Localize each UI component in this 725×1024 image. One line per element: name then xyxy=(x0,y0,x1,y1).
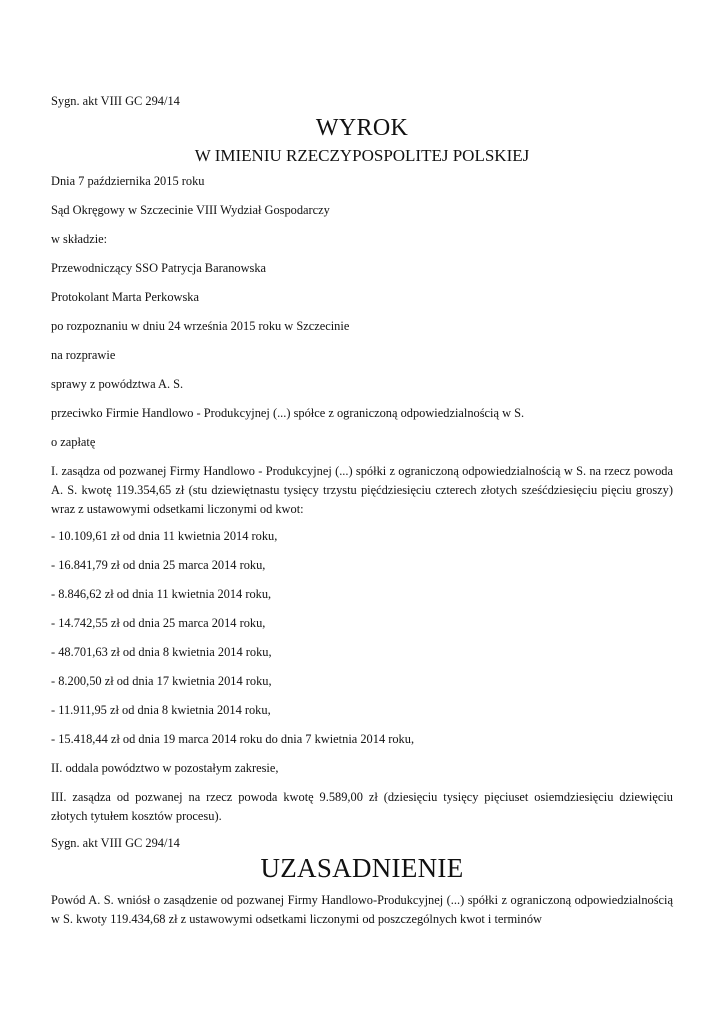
ruling-point-2: II. oddala powództwo w pozostałym zakresie, xyxy=(51,761,279,775)
hearing-type: na rozprawie xyxy=(51,348,116,362)
justification-text: Powód A. S. wniósł o zasądzenie od pozwanej Firmy Handlowo-Produkcyjnej (...) spółki z ograniczoną odpowiedzialnością w S. kwoty 119.434,68 zł z ustawowymi odsetkami liczonymi od poszczególnych kwot i terminów xyxy=(51,893,673,926)
claim-subject: o zapłatę xyxy=(51,435,96,449)
defendant: przeciwko Firmie Handlowo - Produkcyjnej (...) spółce z ograniczoną odpowiedzialnością w S. xyxy=(51,406,525,420)
amount-item: - 16.841,79 zł od dnia 25 marca 2014 roku, xyxy=(51,558,266,572)
amount-item: - 8.200,50 zł od dnia 17 kwietnia 2014 roku, xyxy=(51,674,272,688)
ruling-point-1: I. zasądza od pozwanej Firmy Handlowo - Produkcyjnej (...) spółki z ograniczoną odpowiedzialnością w S. na rzecz powoda A. S. kwotę 119.354,65 zł (stu dziewiętnastu tysięcy trzystu pięćdziesięciu czterech złotych sześćdziesięciu pięciu groszy) wraz z ustawowymi odsetkami liczonymi od kwot: xyxy=(51,464,673,516)
amount-item: - 48.701,63 zł od dnia 8 kwietnia 2014 roku, xyxy=(51,645,272,659)
amount-item: - 15.418,44 zł od dnia 19 marca 2014 roku do dnia 7 kwietnia 2014 roku, xyxy=(51,732,415,746)
amount-item: - 11.911,95 zł od dnia 8 kwietnia 2014 roku, xyxy=(51,703,271,717)
judgment-subtitle: W IMIENIU RZECZYPOSPOLITEJ POLSKIEJ xyxy=(194,146,530,165)
case-signature: Sygn. akt VIII GC 294/14 xyxy=(51,94,180,108)
clerk: Protokolant Marta Perkowska xyxy=(51,290,199,304)
amount-item: - 14.742,55 zł od dnia 25 marca 2014 roku, xyxy=(51,616,266,630)
amount-item: - 10.109,61 zł od dnia 11 kwietnia 2014 roku, xyxy=(51,529,278,543)
ruling-point-3: III. zasądza od pozwanej na rzecz powoda kwotę 9.589,00 zł (dziesięciu tysięcy pięciuset osiemdziesięciu dziewięciu złotych tytułem kosztów procesu). xyxy=(51,790,673,823)
presiding-judge: Przewodniczący SSO Patrycja Baranowska xyxy=(51,261,267,275)
court-name: Sąd Okręgowy w Szczecinie VIII Wydział Gospodarczy xyxy=(51,203,330,217)
composition-label: w składzie: xyxy=(51,232,108,246)
case-signature-2: Sygn. akt VIII GC 294/14 xyxy=(51,836,180,850)
amount-item: - 8.846,62 zł od dnia 11 kwietnia 2014 roku, xyxy=(51,587,272,601)
plaintiff: sprawy z powództwa A. S. xyxy=(51,377,184,391)
judgment-date: Dnia 7 października 2015 roku xyxy=(51,174,205,188)
justification-title: UZASADNIENIE xyxy=(260,853,464,883)
hearing-info: po rozpoznaniu w dniu 24 września 2015 roku w Szczecinie xyxy=(51,319,350,333)
judgment-title: WYROK xyxy=(315,115,409,141)
